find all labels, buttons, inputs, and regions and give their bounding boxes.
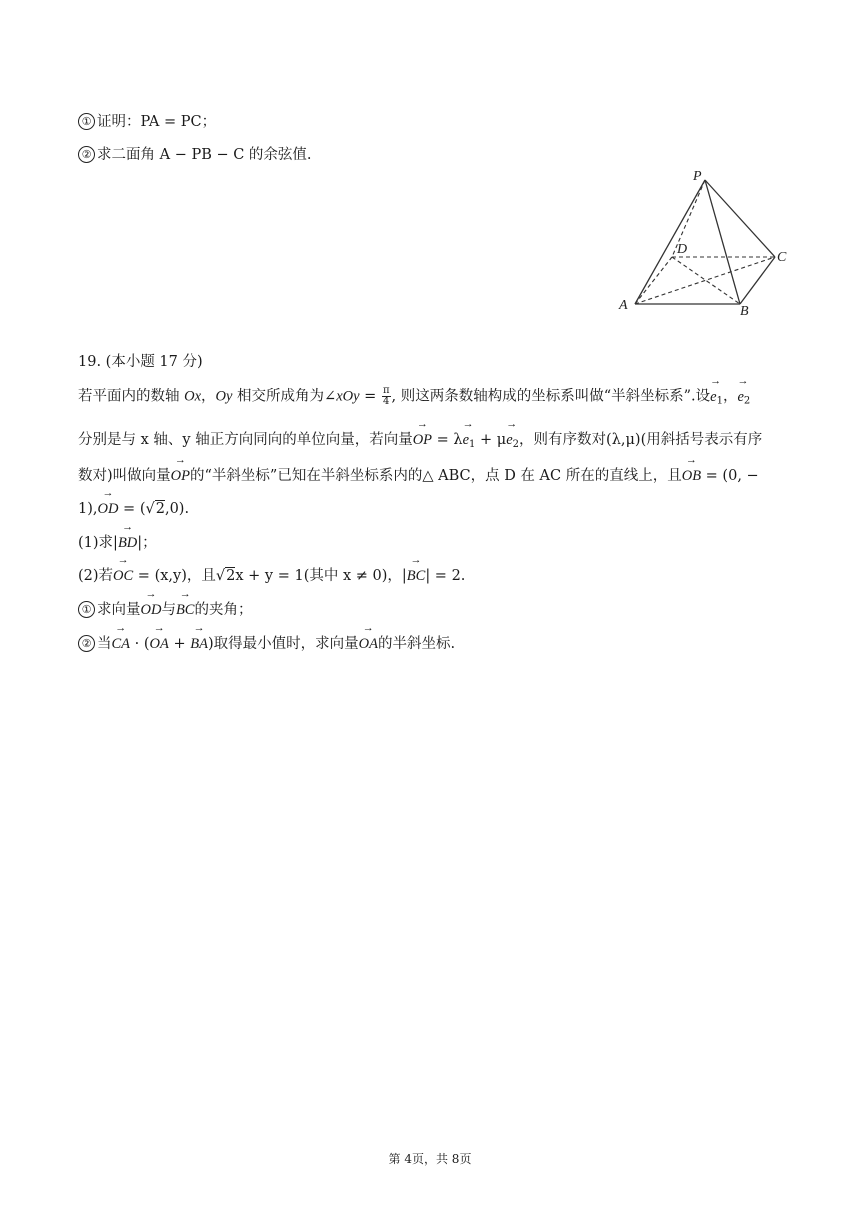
text: 相交所成角为∠	[232, 388, 337, 405]
subscript: 1	[469, 439, 476, 450]
text: 与	[161, 602, 176, 618]
text: (2)若	[78, 568, 114, 584]
circle-number-1: ①	[78, 601, 95, 618]
q19-para-4: 1),→ OD = (√2,0).	[78, 499, 189, 519]
vector-od: → OD	[98, 499, 119, 519]
q19-sub-2-1	[78, 600, 252, 620]
text: 当	[97, 636, 112, 652]
vector-e: → e	[506, 430, 512, 450]
q19-sub-1	[78, 533, 157, 553]
vector-bd: → BD	[118, 533, 137, 553]
vector-oc: → OC	[113, 566, 133, 586]
text: 的“半斜坐标”已知在半斜坐标系内的△ ABC，点 D 在 AC 所在的直线上，且	[190, 468, 682, 484]
text: · (	[130, 636, 150, 652]
subscript: 2	[743, 395, 751, 407]
vector-e: → e	[737, 387, 743, 407]
q19-para-2	[78, 430, 762, 455]
vector-ca: → CA	[112, 634, 131, 654]
vector-ba: → BA	[190, 634, 208, 654]
circle-number-2: ②	[78, 635, 95, 652]
item-2	[78, 145, 312, 165]
label-b: B	[740, 304, 749, 315]
text: | = 2.	[425, 568, 466, 584]
sep: ，	[201, 388, 216, 405]
vector-bc: → BC	[407, 566, 426, 586]
text: 若平面内的数轴	[78, 388, 180, 405]
text: ,0).	[164, 501, 190, 517]
label-c: C	[777, 250, 787, 265]
diag-db	[672, 257, 740, 304]
text: ，则有序数对(λ,μ)(用斜括号表示有序	[519, 432, 763, 448]
text: 求向量	[97, 602, 141, 618]
vector-e: → e	[710, 387, 716, 407]
text: 数对)叫做向量	[78, 468, 171, 484]
vector-ob: → OB	[682, 466, 701, 486]
text: = λ	[432, 432, 463, 448]
text: (1)求|	[78, 535, 118, 551]
text: 分别是与 x 轴、y 轴正方向同向的单位向量，若向量	[78, 432, 413, 448]
vector-oa: → OA	[359, 634, 378, 654]
text: = (	[118, 501, 146, 517]
subscript: 1	[716, 395, 723, 407]
angle-xoy: xOy	[336, 388, 360, 405]
q19-para-1	[78, 386, 750, 412]
text: 1),	[78, 501, 98, 517]
edge-ad	[635, 257, 672, 304]
edge-bc	[740, 257, 775, 304]
text: = (x,y)，且	[133, 568, 216, 584]
text: + μ	[475, 432, 507, 448]
item-2-text: 求二面角 A − PB − C 的余弦值.	[97, 147, 312, 163]
circle-number-1: ①	[78, 113, 95, 130]
vector-e: → e	[463, 430, 469, 450]
q19-sub-2-2	[78, 634, 455, 654]
text: )取得最小值时，求向量	[207, 636, 359, 652]
vector-od: → OD	[141, 600, 162, 620]
vector-op: → OP	[171, 466, 190, 486]
sep: ，	[722, 388, 738, 405]
sqrt-2: 2	[155, 501, 165, 517]
text: = (0, −	[701, 468, 759, 484]
text: 的夹角；	[194, 602, 253, 618]
text: x + y = 1(其中 x ≠ 0)，|	[235, 568, 407, 584]
subscript: 2	[512, 439, 520, 450]
label-a: A	[619, 298, 628, 313]
vector-bc: → BC	[176, 600, 195, 620]
question-19-heading: 19. (本小题 17 分)	[78, 354, 203, 370]
denominator: 4	[383, 396, 390, 407]
label-d: D	[677, 242, 688, 257]
item-1-text: 证明：PA = PC；	[97, 114, 217, 130]
sqrt-2: 2	[226, 568, 236, 584]
vector-oa: → OA	[150, 634, 169, 654]
equals: =	[359, 388, 381, 405]
text: 的半斜坐标.	[377, 636, 456, 652]
axis-oy: Oy	[215, 388, 233, 405]
text: |；	[137, 535, 157, 551]
label-p: P	[693, 169, 702, 184]
q19-sub-2: (2)若→ OC = (x,y)，且√2x + y = 1(其中 x ≠ 0)，|→ BC| = 2.	[78, 566, 465, 586]
edge-pa	[635, 180, 705, 304]
item-1	[78, 112, 216, 132]
page-footer: 第 4页，共 8页	[388, 1152, 472, 1166]
circle-number-2: ②	[78, 146, 95, 163]
diag-ac	[635, 257, 775, 304]
axis-ox: Ox	[184, 388, 202, 405]
vector-op: → OP	[413, 430, 432, 450]
text: +	[168, 636, 191, 652]
fraction-pi-4	[382, 386, 391, 407]
numerator: π	[382, 385, 390, 396]
pyramid-figure	[615, 165, 795, 315]
text: , 则这两条数轴构成的坐标系叫做“半斜坐标系”.设	[391, 388, 711, 405]
q19-para-3	[78, 466, 759, 486]
